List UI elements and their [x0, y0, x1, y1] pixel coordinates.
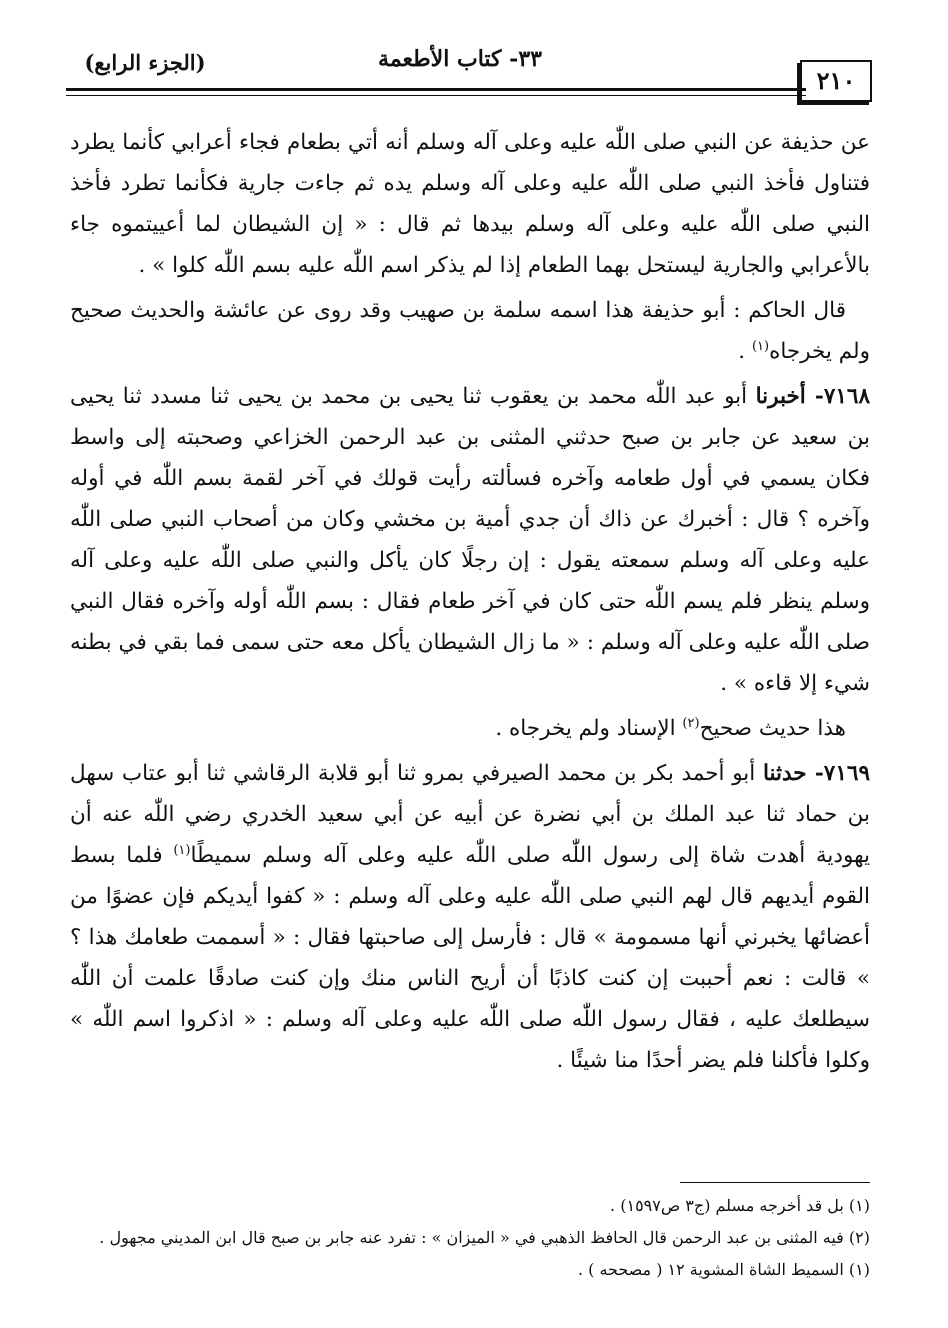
footnote-item: (٢) فيه المثنى بن عبد الرحمن قال الحافظ الذهبي في « الميزان » : تفرد عنه جابر بن صبح قال ابن المديني مجهول .	[99, 1228, 870, 1247]
footnote-ref: (٢)	[682, 715, 700, 731]
header-rule	[66, 88, 806, 91]
hadith-7168	[70, 376, 870, 704]
paragraph-4	[70, 708, 870, 749]
hadith-number: ٧١٦٨- أخبرنا	[755, 384, 871, 409]
paragraph-4-end: الإسناد ولم يخرجاه .	[495, 716, 683, 741]
chapter-title: ٣٣- كتاب الأطعمة	[378, 46, 542, 72]
part-label: (الجزء الرابع)	[84, 50, 206, 75]
main-text	[70, 122, 870, 1085]
hadith-text-a: أبو أحمد بكر بن محمد الصيرفي بمرو ثنا أبو قلابة الرقاشي ثنا أبو عتاب سهل بن حماد ثنا عبد الملك بن أبي نضرة عن أبيه عن أبي سعيد الخدري رضي اللّٰه عنه أن يهودية أهدت شاة إلى رسول اللّٰه صلى اللّٰه عليه وعلى آله وسلم سميطًا	[70, 761, 870, 868]
footnote-ref: (١)	[751, 338, 770, 354]
hadith-text-b: فلما بسط القوم أيديهم قال لهم النبي صلى اللّٰه عليه وعلى آله وسلم : « كفوا أيديكم فإن عضوًا من أعضائها يخبرني أنها مسمومة » قال : فأرسل إلى صاحبتها فقال : « أسممت طعامك هذا ؟ » قالت : نعم أحببت إن كنت كاذبًا أن أريح الناس منك وإن كنت صادقًا علمت أن اللّٰه سيطلعك عليه ، فقال رسول اللّٰه صلى اللّٰه عليه وعلى آله وسلم : « اذكروا اسم اللّٰه » وكلوا فأكلنا فلم يضر أحدًا منا شيئًا .	[70, 843, 870, 1073]
paragraph-2-text: قال الحاكم : أبو حذيفة هذا اسمه سلمة بن صهيب وقد روى عن عائشة والحديث صحيح ولم يخرجاه	[70, 298, 870, 364]
footnote-ref: (١)	[173, 842, 191, 858]
header-rule-thin	[66, 95, 806, 96]
footnote-item: (١) السميط الشاة المشوية ١٢ ( مصححه ) .	[577, 1260, 870, 1279]
paragraph-1: عن حذيفة عن النبي صلى اللّٰه عليه وعلى آله وسلم أنه أتي بطعام فجاء أعرابي كأنما يطرد فتناول فأخذ النبي صلى اللّٰه عليه وعلى آله وسلم يده ثم جاءت جارية فكأنما تطرد فأخذ النبي صلى اللّٰه عليه وعلى آله وسلم بيدها ثم قال : « إن الشيطان لما أعييتموه جاء بالأعرابي والجارية ليستحل بهما الطعام إذا لم يذكر اسم اللّٰه عليه بسم اللّٰه كلوا » .	[70, 130, 870, 278]
paragraph-2	[70, 290, 870, 372]
footnote-separator	[680, 1182, 870, 1183]
paragraph-4-text: هذا حديث صحيح	[699, 716, 846, 741]
paragraph-2-end: .	[738, 339, 752, 364]
page-number: ٢١٠	[800, 60, 872, 102]
footnote-item: (١) بل قد أخرجه مسلم (ج٣ ص١٥٩٧) .	[610, 1196, 870, 1215]
footnotes	[70, 1190, 870, 1286]
page-header	[60, 40, 880, 100]
hadith-text: أبو عبد اللّٰه محمد بن يعقوب ثنا يحيى بن محمد بن يحيى ثنا مسدد ثنا يحيى بن سعيد عن جابر بن صبح حدثني المثنى بن عبد الرحمن الخزاعي وصحبته إلى واسط فكان يسمي في أول طعامه وآخره فسألته رأيت قولك في آخر لقمة بسم اللّٰه في أوله وآخره ؟ قال : أخبرك عن ذاك أن جدي أمية بن مخشي وكان من أصحاب النبي صلى اللّٰه عليه وعلى آله وسلم سمعته يقول : إن رجلًا كان يأكل والنبي صلى اللّٰه عليه وعلى آله وسلم ينظر فلم يسم اللّٰه حتى كان في آخر طعام فقال : بسم اللّٰه أوله وآخره فقال النبي صلى اللّٰه عليه وعلى آله وسلم : « ما زال الشيطان يأكل معه حتى سمى فما بقي في بطنه شيء إلا قاءه » .	[70, 384, 870, 696]
hadith-number: ٧١٦٩- حدثنا	[762, 761, 870, 786]
hadith-7169	[70, 753, 870, 1081]
